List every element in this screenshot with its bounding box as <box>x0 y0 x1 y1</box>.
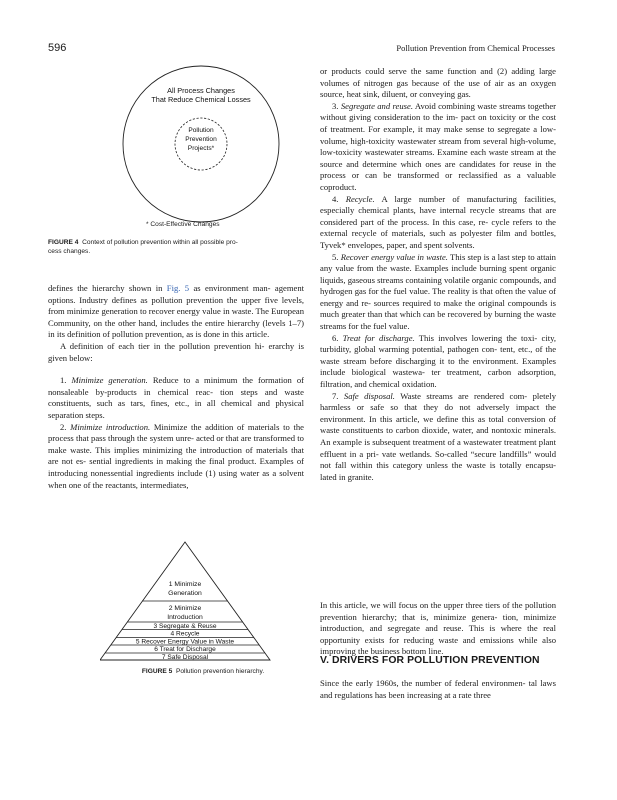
text-span: In this article, we will focus on the upper three tiers of the <box>320 600 523 610</box>
text-span: step to attain any value from the waste. Examples include <box>320 251 556 274</box>
focus-paragraph-block <box>320 600 556 658</box>
tier-2-label-a: 2 Minimize <box>168 605 202 612</box>
text-span: This step is a last <box>450 251 510 262</box>
text-span: wastewater stream from several high-volume, low-toxicity <box>320 135 556 158</box>
text-span: water, and nontoxic minerals. An example is subsequent <box>320 425 556 447</box>
item-segregate-reuse <box>320 101 556 194</box>
item-title: Minimize introduction. <box>70 421 151 432</box>
figure-5-caption-label: FIGURE 5 <box>141 668 173 675</box>
text-span: cycle refers to the external recycle of materials, such as <box>320 216 556 239</box>
figure-4-footnote: * Cost-Effective Changes <box>146 221 220 228</box>
item-number: 6. <box>332 332 339 343</box>
right-column <box>320 66 556 483</box>
figure-4-diagram <box>100 64 305 224</box>
text-span: total conversion of waste constituents to carbon dioxide, <box>320 413 556 436</box>
text-span: treatment of a wastewater treatment plant effluent in a pri- <box>320 437 556 459</box>
text-span: as environment man- <box>193 283 271 293</box>
outer-label-1: All Process Changes <box>167 86 235 95</box>
item-number: 5. <box>332 251 339 262</box>
item-treat-discharge <box>320 333 556 391</box>
left-column <box>48 283 304 491</box>
text-span: spent solvents. <box>424 239 475 250</box>
text-span: definition of pollution prevention, as is done in this article. <box>67 329 270 340</box>
text-span: or products could serve the same function and (2) adding <box>320 66 535 76</box>
text-span: ter treatment, carbon adsorption, filtration, and chemical <box>320 367 556 390</box>
text-span: energy value in waste. The European Community, on the <box>48 306 305 328</box>
text-span: in all chemical and physical separation steps. <box>48 398 304 420</box>
text-span: Since the early 1960s, the number of federal environmen- <box>320 678 526 688</box>
item-number: 7. <box>332 390 339 401</box>
tier-2-label-b: Introduction <box>167 614 203 621</box>
figure-5-link[interactable]: Fig. 5 <box>166 283 190 293</box>
text-span: tent, etc., of the waste stream before discharging it to <box>320 344 557 366</box>
item-title: Minimize generation. <box>71 375 148 386</box>
paragraph-tier-intro <box>48 341 304 364</box>
inner-label-3: Projects* <box>187 145 215 152</box>
text-span: other hand, includes the entire hierarchy (levels 1–7) in its <box>48 317 305 340</box>
text-span: materials to the process that pass through the system unre- <box>48 421 304 444</box>
figure-4-caption-label: FIGURE 4 <box>48 239 79 246</box>
item-minimize-introduction <box>48 422 304 492</box>
figure-5-pyramid <box>100 540 300 662</box>
text-span: lated in granite. <box>320 471 374 482</box>
text-span: value. The reality is that often the value of energy and re- <box>320 286 557 308</box>
item-title: Safe disposal. <box>343 390 395 401</box>
page-header <box>48 42 555 56</box>
text-span: A large number of manufacturing facilities, <box>381 193 556 204</box>
item-title: Recover energy value in waste. <box>340 251 448 262</box>
text-span: erarchy is given below: <box>48 340 304 363</box>
text-span: large volumes of nitrogen gas because of the use of air as <box>320 66 556 88</box>
text-span: is where the real opportunity exists for reducing waste and <box>320 623 556 645</box>
text-span: defines the hierarchy shown in <box>48 283 163 293</box>
tier-5-label: 5 Recover Energy Value in Waste <box>135 638 235 646</box>
text-span: source and determine which ones are candidates for reuse <box>320 158 532 169</box>
text-span: emissions while also improving the business bottom line. <box>320 634 557 657</box>
running-title: Pollution Prevention from Chemical Processes <box>396 43 555 53</box>
paragraph-drivers <box>320 678 556 701</box>
text-span: acted or that are transformed to make waste. This implies <box>48 433 304 455</box>
text-span: vate wetlands. So-called “secure landfills” would not fall <box>320 448 556 471</box>
section-heading: V. DRIVERS FOR POLLUTION PREVENTION <box>320 655 540 666</box>
page-number: 596 <box>48 42 67 54</box>
text-span: Waste streams are rendered com- <box>400 390 528 401</box>
tier-3-label: 3 Segregate & Reuse <box>153 623 217 630</box>
figure-4-caption-text-2: cess changes. <box>48 248 91 255</box>
text-span: pact on toxicity or the cost of treatment. For example, it <box>320 112 557 134</box>
text-span: water as a solvent when one of the reactants, intermediates, <box>48 467 305 490</box>
item-number: 3. <box>332 100 339 111</box>
text-span: especially chemical plants, have internal recycle streams <box>320 205 525 216</box>
text-span: sential ingredients in making the final product. Examples <box>89 456 294 467</box>
paragraph-continuation <box>320 66 556 101</box>
text-span: tion, minimize introduction, and segregate and reuse. This <box>320 611 557 634</box>
figure-5-caption-text: Pollution prevention hierarchy. <box>175 668 265 675</box>
text-span: may make sense to segregate a low-volume, high-toxicity <box>320 123 556 146</box>
text-span: the upper five levels, from minimize generation to recover <box>48 294 304 317</box>
figure-4-caption <box>48 238 304 256</box>
inner-label-2: Prevention <box>185 136 217 143</box>
text-span: Reduce to a minimum the <box>152 375 253 386</box>
tier-1-label-b: Generation <box>168 590 202 597</box>
tier-1-label-a: 1 Minimize <box>168 581 202 588</box>
text-span: agement options. Industry defines as pollution prevention <box>48 283 304 305</box>
text-span: minimizing the introduction of materials that are not es- <box>48 444 304 467</box>
text-span: tion steps and waste constituents, such as tars, fines, etc., <box>48 386 304 409</box>
tier-6-label: 6 Treat for Discharge <box>154 646 216 653</box>
item-title: Recycle. <box>345 193 375 204</box>
figure-5-caption <box>108 667 298 676</box>
text-span: A definition of each tier in the pollution prevention hi- <box>60 340 265 351</box>
text-span: of introducing nonessential ingredients include (1) using <box>48 456 304 478</box>
text-span: within this category unless the waste is totally encapsu- <box>350 460 556 471</box>
text-span: streams together without giving consideration to the im- <box>320 100 557 123</box>
text-span: that are considered part of the process. In this case, re- <box>320 205 557 227</box>
text-span: waste streams for the fuel value. <box>320 309 556 332</box>
paragraph-hierarchy-definition <box>48 283 304 341</box>
tier-7-label: 7 Safe Disposal <box>161 654 209 661</box>
text-span: in the process or can be transformed or reclassified as a <box>320 158 556 181</box>
text-span: polyester film and bottles, Tyvek* envelopes, paper, and <box>320 228 556 250</box>
text-span: Minimize the addition of <box>153 421 245 432</box>
tier-4-label: 4 Recycle <box>170 630 200 638</box>
figure-4-caption-text-1: Context of pollution prevention within all possible pro- <box>82 239 238 246</box>
item-recycle <box>320 194 556 252</box>
text-span: volatile organic compounds, and hydrogen gas for the fuel <box>320 274 557 297</box>
text-span: tal laws and regulations has been increasing at a rate three <box>320 678 556 700</box>
text-span: oxidation. <box>402 379 437 390</box>
text-span: sources required to make the original compounds is much <box>320 297 557 320</box>
item-title: Segregate and reuse. <box>340 100 413 111</box>
text-span: formation of nonsaleable by-products in chemical reac- <box>48 375 305 397</box>
text-span: valuable coproduct. <box>320 170 556 192</box>
text-span: city, turbidity, global warming potential, pathogen con- <box>320 332 556 355</box>
inner-dashed-circle <box>175 118 227 170</box>
text-span: This involves lowering the toxi- <box>418 332 538 343</box>
item-safe-disposal <box>320 391 556 484</box>
text-span: the environment. Examples include biological wastewa- <box>320 355 556 378</box>
text-span: wastewater streams. Examine each waste stream at the <box>364 147 556 158</box>
item-minimize-generation <box>48 375 304 421</box>
text-span: impact the environment. In this article, we define this as <box>320 402 556 424</box>
item-number: 1. <box>60 375 67 386</box>
drivers-paragraph-block <box>320 678 556 701</box>
paragraph-focus <box>320 600 556 658</box>
outer-label-2: That Reduce Chemical Losses <box>151 95 251 104</box>
text-span: an oxygen source, heat sink, diluent, or conveying gas. <box>320 77 556 100</box>
item-number: 4. <box>332 193 339 204</box>
text-span: burning spent organic liquids, gaseous streams containing <box>320 263 556 285</box>
text-span: greater than that which can be recovered by burning the <box>341 309 535 320</box>
item-recover-energy <box>320 252 556 333</box>
item-title: Treat for discharge. <box>342 332 415 343</box>
inner-label-1: Pollution <box>188 127 214 134</box>
text-span: pletely harmless or safe so that they do not adversely <box>320 390 556 413</box>
item-number: 2. <box>60 421 67 432</box>
text-span: pollution prevention hierarchy; that is, minimize genera- <box>320 600 556 622</box>
text-span: Avoid combining waste <box>414 100 497 111</box>
